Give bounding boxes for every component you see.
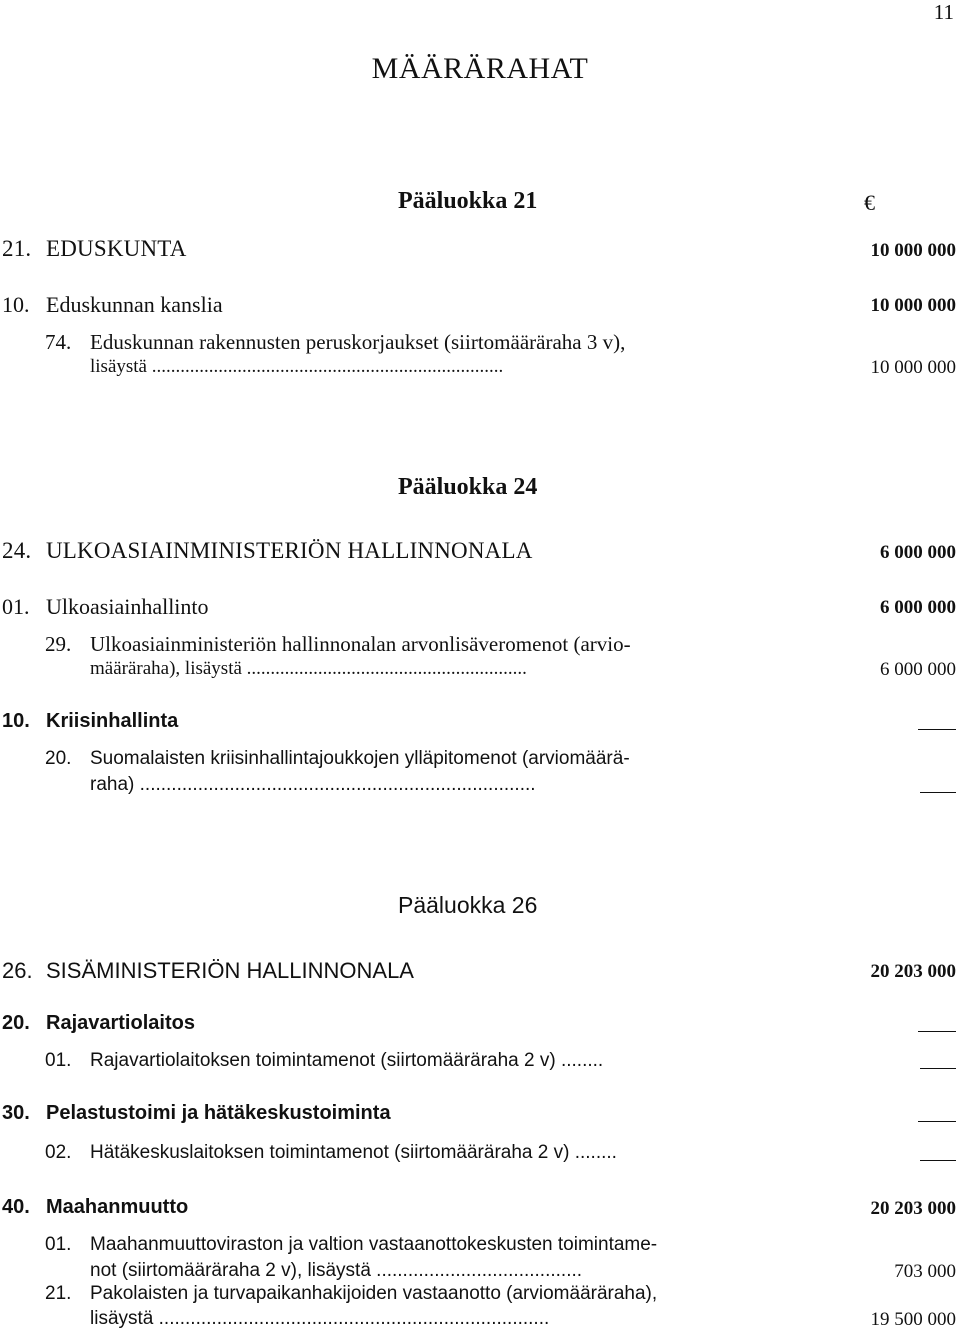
item-number: 01. [45, 1234, 72, 1255]
ministry-amount: 6 000 000 [880, 542, 956, 563]
item-text-line2: not (siirtomääräraha 2 v), lisäystä ....................................... [90, 1260, 583, 1281]
ministry-label: SISÄMINISTERIÖN HALLINNONALA [46, 958, 414, 983]
chapter-amount: 6 000 000 [880, 597, 956, 618]
item-amount: 10 000 000 [870, 357, 956, 378]
item-text-line1: Maahanmuuttoviraston ja valtion vastaanottokeskusten toimintame- [90, 1234, 658, 1255]
page-number: 11 [933, 0, 954, 24]
chapter-label: Eduskunnan kanslia [46, 292, 223, 317]
chapter-number: 10. [2, 710, 30, 732]
item-text-line2: määräraha), lisäystä ........................................................... [90, 658, 527, 679]
chapter-number: 20. [2, 1012, 30, 1034]
ministry-number: 21. [2, 236, 32, 261]
ministry-amount: 10 000 000 [870, 240, 956, 261]
item-amount: 6 000 000 [880, 659, 956, 680]
main-class-heading-24: Pääluokka 24 [398, 474, 538, 500]
item-amount: 19 500 000 [870, 1309, 956, 1330]
empty-amount-dash [920, 1068, 956, 1069]
empty-amount-dash [918, 1121, 956, 1122]
chapter-amount: 10 000 000 [870, 295, 956, 316]
chapter-number: 10. [2, 292, 30, 317]
item-number: 21. [45, 1283, 72, 1304]
item-text-line1: Pakolaisten ja turvapaikanhakijoiden vastaanotto (arviomääräraha), [90, 1283, 658, 1304]
item-text-line2: lisäystä .......................................................................... [90, 356, 504, 377]
document-title: MÄÄRÄRAHAT [371, 52, 589, 85]
ministry-number: 26. [2, 958, 33, 983]
item-number: 29. [45, 632, 72, 656]
item-text-line1: Suomalaisten kriisinhallintajoukkojen ylläpitomenot (arviomäärä- [90, 748, 630, 769]
ministry-number: 24. [2, 538, 32, 563]
empty-amount-dash [920, 792, 956, 793]
main-class-heading-26: Pääluokka 26 [398, 892, 538, 918]
chapter-label: Pelastustoimi ja hätäkeskustoiminta [46, 1102, 391, 1124]
chapter-number: 01. [2, 594, 30, 619]
item-text-line1: Eduskunnan rakennusten peruskorjaukset (siirtomääräraha 3 v), [90, 330, 626, 354]
ministry-amount: 20 203 000 [870, 961, 956, 982]
item-text-line2: raha) ........................................................................... [90, 774, 536, 795]
empty-amount-dash [918, 729, 956, 730]
item-text-line1: Rajavartiolaitoksen toimintamenot (siirtomääräraha 2 v) ........ [90, 1050, 604, 1071]
chapter-label: Ulkoasiainhallinto [46, 594, 209, 619]
item-text-line1: Hätäkeskuslaitoksen toimintamenot (siirtomääräraha 2 v) ........ [90, 1142, 617, 1163]
main-class-heading-21: Pääluokka 21 [398, 188, 538, 214]
item-text-line2: lisäystä .......................................................................... [90, 1308, 550, 1329]
item-number: 01. [45, 1050, 72, 1071]
item-amount: 703 000 [894, 1261, 956, 1282]
chapter-label: Kriisinhallinta [46, 710, 179, 732]
chapter-number: 40. [2, 1196, 30, 1218]
chapter-number: 30. [2, 1102, 30, 1124]
item-number: 74. [45, 330, 72, 354]
chapter-label: Rajavartiolaitos [46, 1012, 195, 1034]
empty-amount-dash [918, 1031, 956, 1032]
chapter-amount: 20 203 000 [870, 1198, 956, 1219]
currency-symbol: € [864, 190, 875, 215]
chapter-label: Maahanmuutto [46, 1196, 189, 1218]
item-number: 20. [45, 748, 72, 769]
ministry-label: ULKOASIAINMINISTERIÖN HALLINNONALA [46, 538, 533, 563]
item-number: 02. [45, 1142, 72, 1163]
ministry-label: EDUSKUNTA [46, 236, 187, 261]
empty-amount-dash [920, 1160, 956, 1161]
item-text-line1: Ulkoasiainministeriön hallinnonalan arvonlisäveromenot (arvio- [90, 632, 631, 656]
